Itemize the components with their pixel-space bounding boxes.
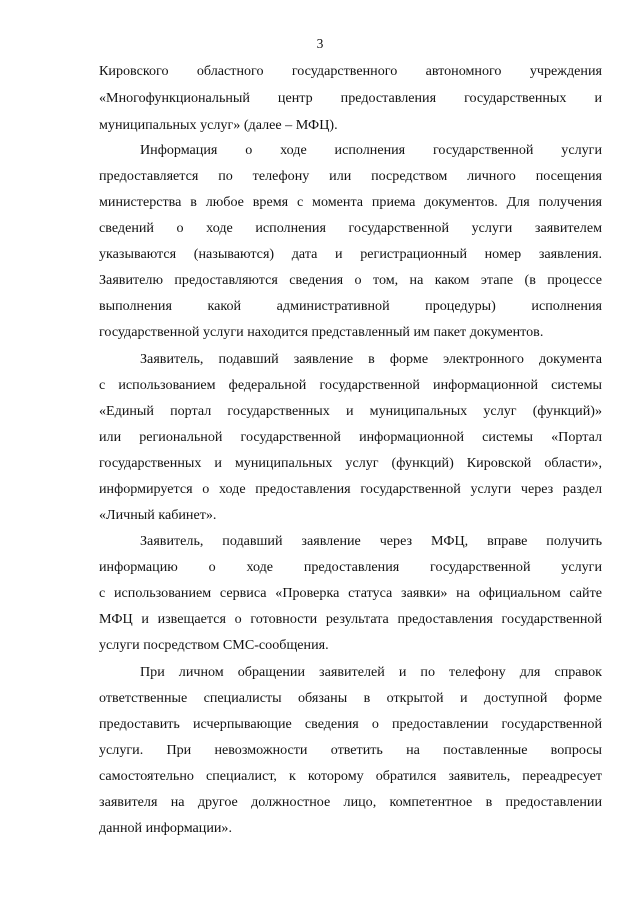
paragraph-3-line-1: Заявитель, подавший заявление в форме электронного документа	[140, 351, 602, 367]
paragraph-2-line-2: предоставляется по телефону или посредством личного посещения	[99, 168, 602, 184]
page-number: 3	[316, 36, 324, 51]
paragraph-5-line-4: услуги. При невозможности ответить на поставленные вопросы	[99, 742, 602, 758]
paragraph-5-line-1: При личном обращении заявителей и по телефону для справок	[140, 664, 602, 680]
paragraph-4-line-3: с использованием сервиса «Проверка статуса заявки» на официальном сайте	[99, 585, 602, 601]
paragraph-3-line-2: с использованием федеральной государственной информационной системы	[99, 377, 602, 393]
paragraph-5-line-5: самостоятельно специалист, к которому обратился заявитель, переадресует	[99, 768, 602, 784]
paragraph-3-line-3: «Единый портал государственных и муниципальных услуг (функций)»	[99, 403, 602, 419]
paragraph-2-line-4: сведений о ходе исполнения государственной услуги заявителем	[99, 220, 602, 236]
paragraph-2-line-7: выполнения какой административной процедуры) исполнения	[99, 298, 602, 314]
paragraph-1-line-3: муниципальных услуг» (далее – МФЦ).	[99, 117, 338, 133]
paragraph-1-line-1: Кировского областного государственного автономного учреждения	[99, 63, 602, 79]
paragraph-3-line-5: государственных и муниципальных услуг (функций) Кировской области»,	[99, 455, 602, 471]
paragraph-2-line-1: Информация о ходе исполнения государственной услуги	[140, 142, 602, 158]
paragraph-1-line-2: «Многофункциональный центр предоставления государственных и	[99, 90, 602, 106]
paragraph-3-line-7: «Личный кабинет».	[99, 507, 217, 523]
paragraph-5-line-7: данной информации».	[99, 820, 232, 836]
paragraph-4-line-2: информацию о ходе предоставления государственной услуги	[99, 559, 602, 575]
paragraph-2-line-3: министерства в любое время с момента приема документов. Для получения	[99, 194, 602, 210]
paragraph-2-line-5: указываются (называются) дата и регистрационный номер заявления.	[99, 246, 602, 262]
paragraph-5-line-6: заявителя на другое должностное лицо, компетентное в предоставлении	[99, 794, 602, 810]
paragraph-3-line-6: информируется о ходе предоставления государственной услуги через раздел	[99, 481, 602, 497]
paragraph-2-line-8: государственной услуги находится представленный им пакет документов.	[99, 324, 544, 340]
paragraph-2-line-6: Заявителю предоставляются сведения о том, на каком этапе (в процессе	[99, 272, 602, 288]
paragraph-4-line-1: Заявитель, подавший заявление через МФЦ, вправе получить	[140, 533, 602, 549]
paragraph-4-line-4: МФЦ и извещается о готовности результата предоставления государственной	[99, 611, 602, 627]
paragraph-3-line-4: или региональной государственной информационной системы «Портал	[99, 429, 602, 445]
paragraph-5-line-2: ответственные специалисты обязаны в открытой и доступной форме	[99, 690, 602, 706]
paragraph-4-line-5: услуги посредством СМС-сообщения.	[99, 637, 329, 653]
paragraph-5-line-3: предоставить исчерпывающие сведения о предоставлении государственной	[99, 716, 602, 732]
